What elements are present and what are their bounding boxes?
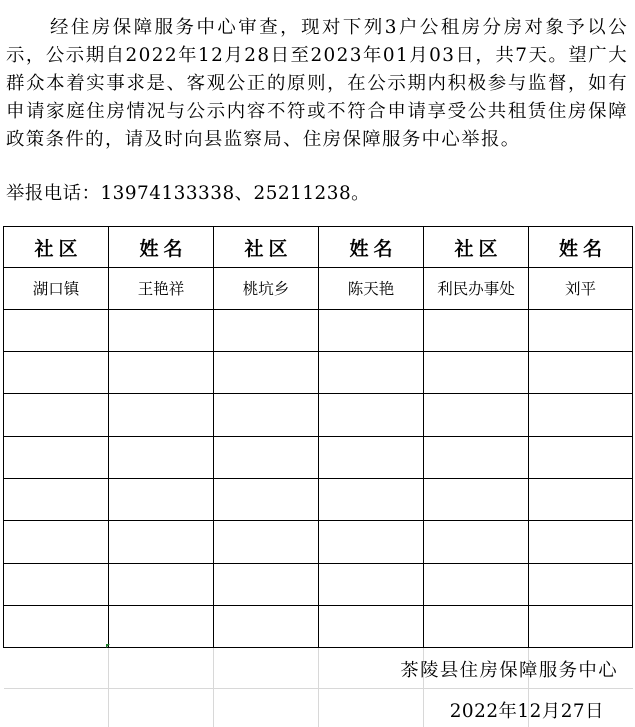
hotline-text: 举报电话：13974133338、25211238。 (6, 183, 371, 204)
empty-table-row (4, 521, 633, 563)
empty-table-row (4, 394, 633, 436)
cell-community: 利民办事处 (424, 268, 529, 309)
cell-comment-marker (106, 644, 110, 648)
header-cell-name: 姓名 (109, 227, 214, 268)
empty-table-row (4, 563, 633, 605)
cell-community: 桃坑乡 (214, 268, 319, 309)
cell-name: 陈天艳 (319, 268, 424, 309)
table-row (4, 268, 633, 309)
cell-name: 王艳祥 (109, 268, 214, 309)
cell-community: 湖口镇 (4, 268, 109, 309)
empty-table-row (4, 605, 633, 647)
empty-table-row (4, 309, 633, 351)
header-cell-community: 社区 (4, 227, 109, 268)
cell-name: 刘平 (529, 268, 633, 309)
header-cell-name: 姓名 (319, 227, 424, 268)
header-cell-name: 姓名 (529, 227, 633, 268)
notice-text: 经住房保障服务中心审查，现对下列3户公租房分房对象予以公示，公示期自2022年12月28日至2023年01月03日，共7天。望广大群众本着实事求是、客观公正的原则，在公示期内积极参与监督，如有申请家庭住房情况与公示内容不符或不符合申请享受公共租赁住房保障政策条件的，请及时向县监察局、住房保障服务中心举报。 (6, 17, 628, 150)
issue-date: 2022年12月27日 (449, 701, 604, 722)
empty-table-row (4, 436, 633, 478)
empty-table-row (4, 351, 633, 393)
header-cell-community: 社区 (424, 227, 529, 268)
header-cell-community: 社区 (214, 227, 319, 268)
table-header-row (4, 227, 633, 268)
empty-table-row (4, 478, 633, 520)
issuer-signature: 茶陵县住房保障服务中心 (400, 660, 618, 681)
allocation-table (3, 226, 633, 727)
